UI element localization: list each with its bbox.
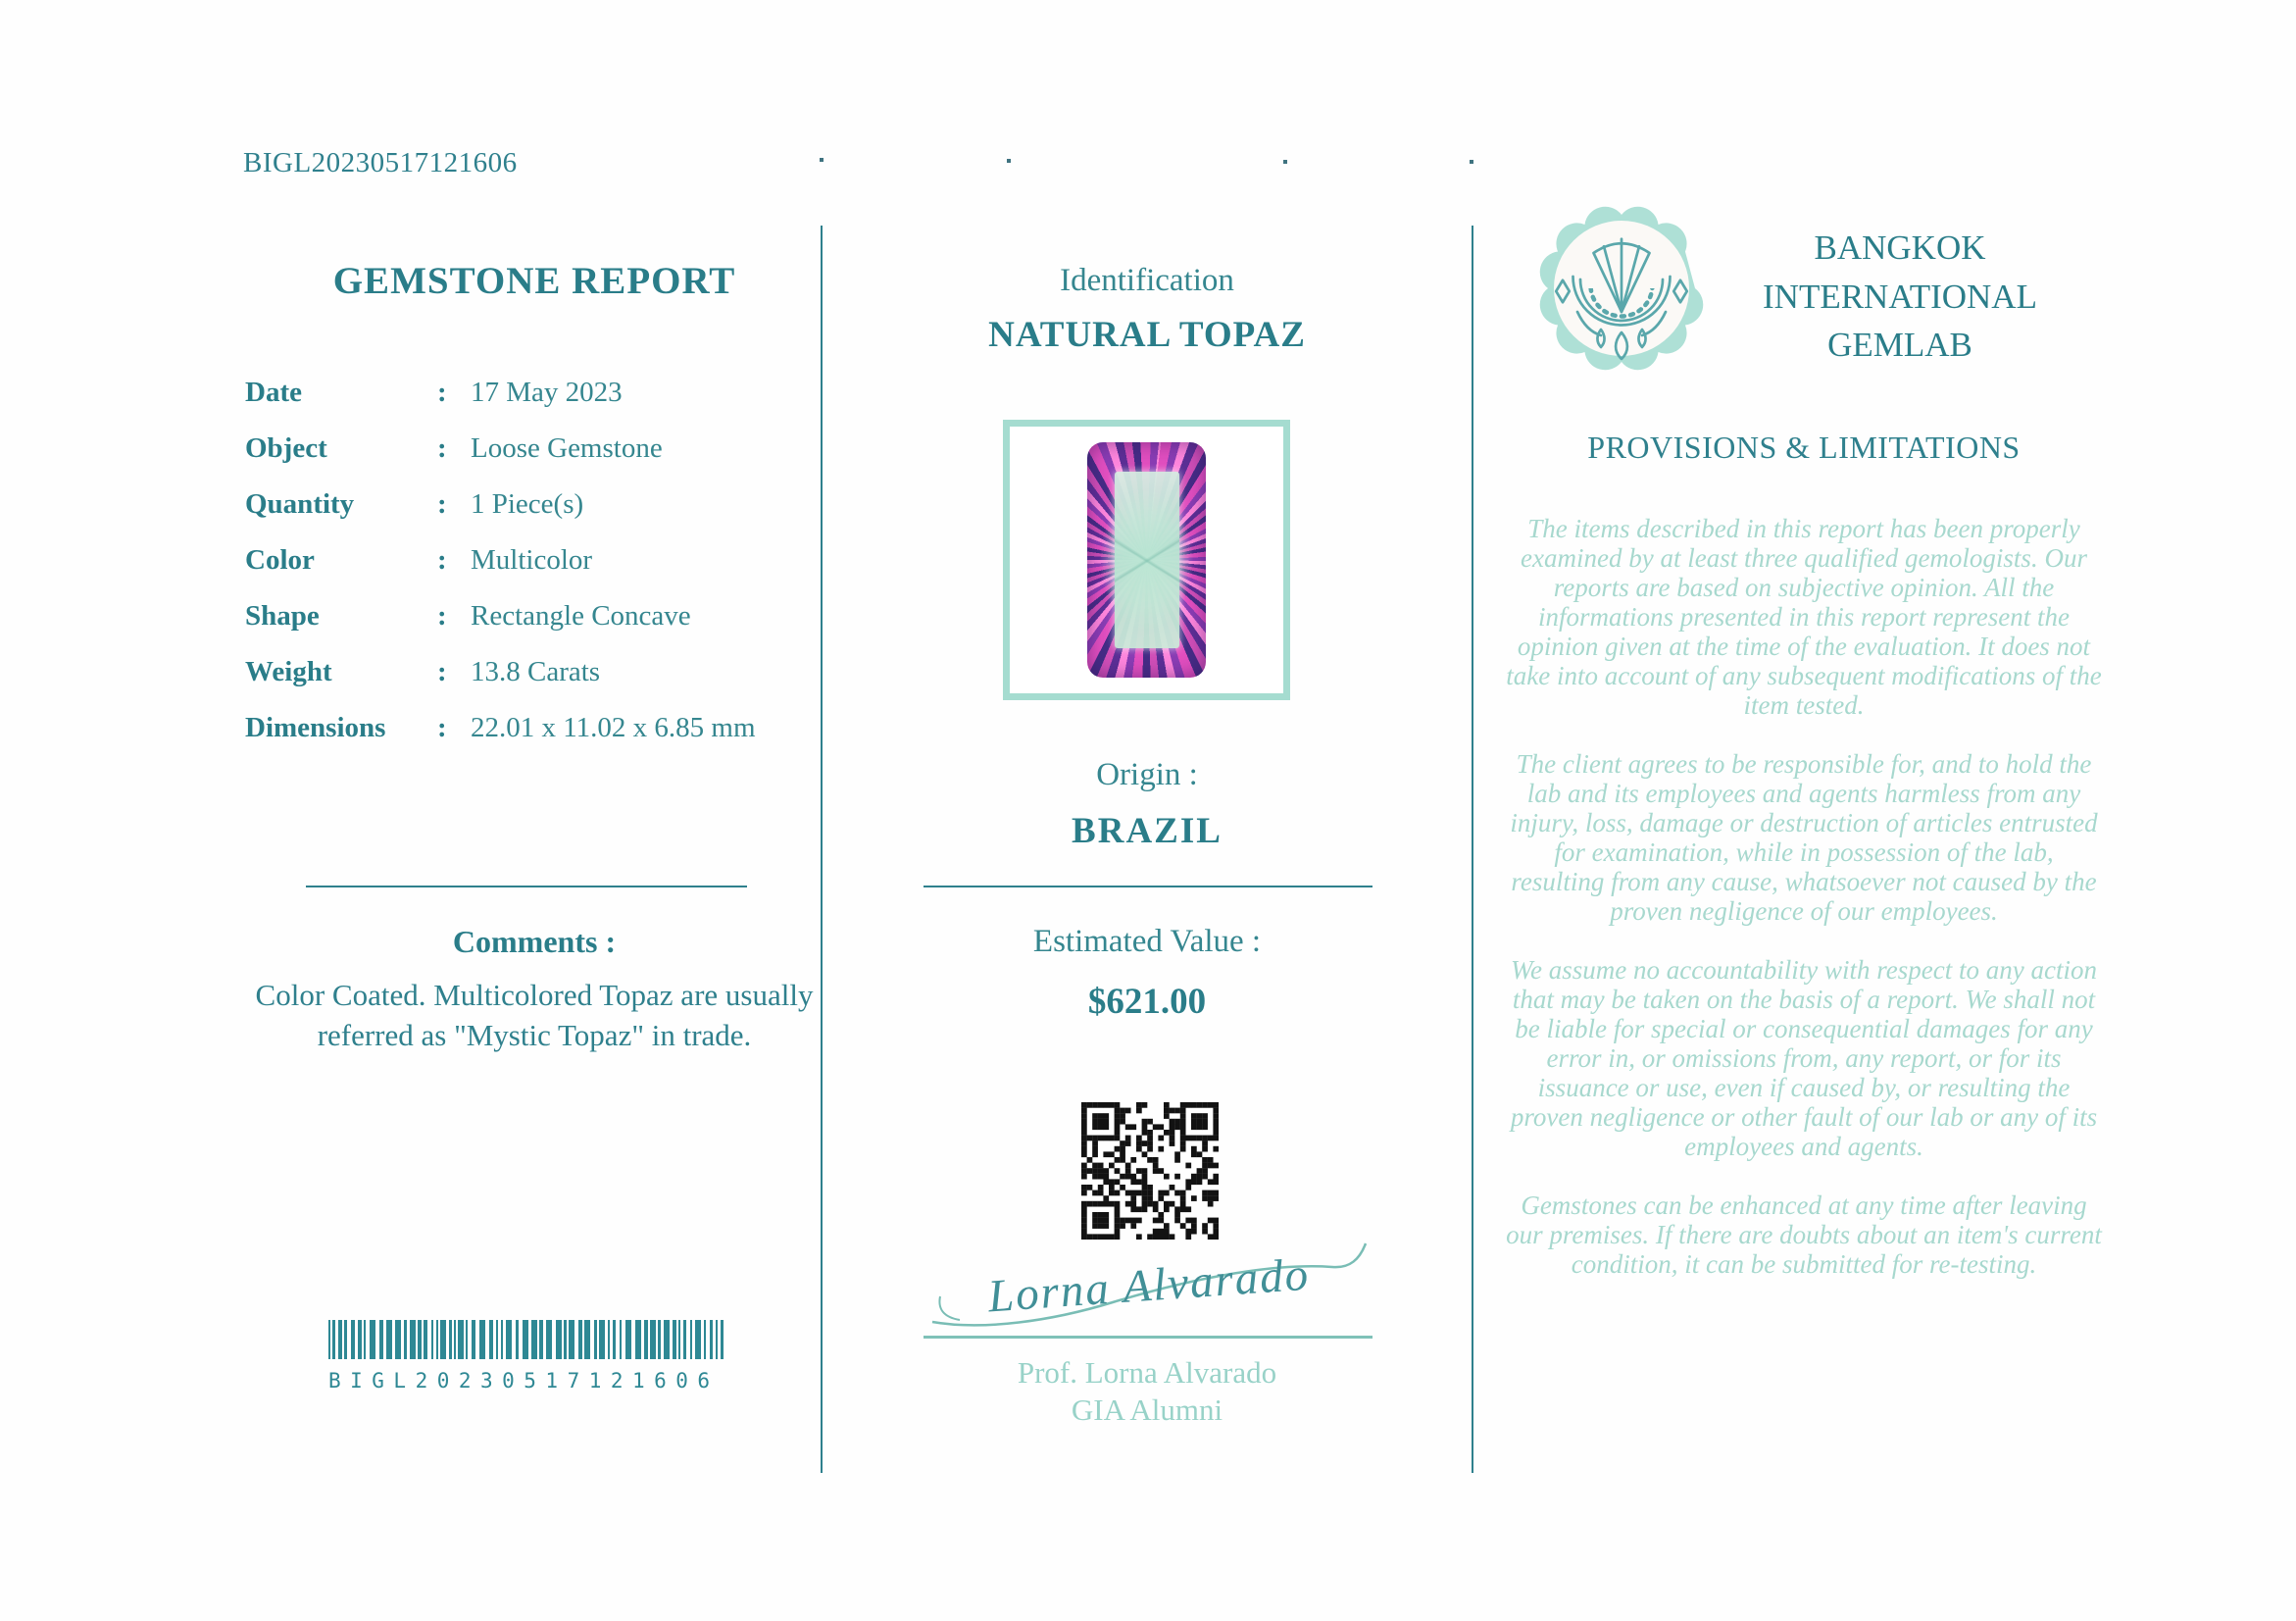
qr-code bbox=[1081, 1102, 1219, 1240]
field-separator: : bbox=[437, 712, 447, 743]
signature-line bbox=[923, 1336, 1373, 1339]
provisions-text bbox=[1506, 514, 2102, 1308]
report-fields bbox=[245, 377, 814, 768]
identification-species: NATURAL TOPAZ bbox=[988, 315, 1306, 355]
field-label: Dimensions bbox=[245, 712, 386, 743]
field-separator: : bbox=[437, 377, 447, 408]
barcode-value: BIGL20230517121606 bbox=[328, 1369, 720, 1393]
field-row-shape bbox=[245, 600, 814, 636]
barcode-bars bbox=[328, 1320, 732, 1361]
provisions-paragraph: We assume no accountability with respect to any action that may be taken on the basis of a report. We shall not be liable for special or consequential damages for any error in, or omissions from, any report, or for its issuance or use, even if caused by, or resulting the proven negligence or other fault of our lab or any of its employees and agents. bbox=[1510, 955, 2098, 1161]
field-row-object bbox=[245, 432, 814, 469]
field-label: Date bbox=[245, 377, 302, 408]
field-label: Color bbox=[245, 544, 315, 576]
registration-dot bbox=[1007, 159, 1011, 163]
column-divider-right bbox=[1472, 226, 1473, 1473]
lab-name: BANGKOK INTERNATIONAL GEMLAB bbox=[1763, 228, 2037, 365]
field-value: 13.8 Carats bbox=[471, 656, 601, 687]
report-number: BIGL20230517121606 bbox=[243, 147, 518, 178]
field-separator: : bbox=[437, 432, 447, 464]
field-row-weight bbox=[245, 656, 814, 692]
signatory-name: Prof. Lorna Alvarado bbox=[1017, 1355, 1277, 1390]
registration-dot bbox=[820, 158, 824, 162]
field-separator: : bbox=[437, 544, 447, 576]
identification-heading: Identification bbox=[1060, 263, 1234, 298]
field-separator: : bbox=[437, 600, 447, 632]
field-row-quantity bbox=[245, 488, 814, 525]
field-label: Shape bbox=[245, 600, 320, 632]
estimated-value-label: Estimated Value : bbox=[1032, 924, 1262, 959]
field-label: Weight bbox=[245, 656, 332, 687]
field-value: Rectangle Concave bbox=[471, 600, 691, 632]
gemstone-photo bbox=[1087, 442, 1206, 678]
origin-value: BRAZIL bbox=[1072, 811, 1223, 851]
field-separator: : bbox=[437, 656, 447, 687]
column-divider-left bbox=[821, 226, 823, 1473]
provisions-title: PROVISIONS & LIMITATIONS bbox=[1587, 430, 2021, 465]
comments-divider bbox=[306, 886, 747, 887]
field-value: Multicolor bbox=[471, 544, 593, 576]
signature-name-script: Lorna Alvarado bbox=[986, 1248, 1312, 1323]
field-separator: : bbox=[437, 488, 447, 520]
provisions-paragraph: The client agrees to be responsible for, and to hold the lab and its employees and agents harmless from any injury, loss, damage or destruction of articles entrusted for examination, while in possession of the lab, resulting from any cause, whatsoever not caused by the proven negligence of our employees. bbox=[1510, 749, 2098, 926]
provisions-paragraph: The items described in this report has been properly examined by at least three qualified gemologists. Our reports are based on subjective opinion. All the informations presented in this report represent the opinion given at the time of the evaluation. It does not take into account of any subsequent modifications of the item tested. bbox=[1506, 514, 2102, 720]
field-label: Quantity bbox=[245, 488, 355, 520]
field-value: 17 May 2023 bbox=[471, 377, 623, 408]
field-row-dimensions bbox=[245, 712, 814, 748]
origin-label: Origin : bbox=[1096, 757, 1198, 792]
provisions-paragraph: Gemstones can be enhanced at any time after leaving our premises. If there are doubts about an item's current condition, it can be submitted for re-testing. bbox=[1506, 1190, 2102, 1279]
field-label: Object bbox=[245, 432, 327, 464]
field-row-date bbox=[245, 377, 814, 413]
signature bbox=[926, 1238, 1368, 1336]
field-value: 22.01 x 11.02 x 6.85 mm bbox=[471, 712, 756, 743]
signatory-title: GIA Alumni bbox=[1071, 1393, 1223, 1427]
field-value: 1 Piece(s) bbox=[471, 488, 584, 520]
comments-heading: Comments : bbox=[452, 924, 617, 959]
field-value: Loose Gemstone bbox=[471, 432, 663, 464]
barcode bbox=[328, 1320, 732, 1393]
field-row-color bbox=[245, 544, 814, 581]
signature-flourish-tail bbox=[939, 1296, 960, 1320]
gemstone-table-facet bbox=[1115, 472, 1179, 648]
gemstone-photo-frame bbox=[1003, 420, 1290, 700]
gemlab-logo-badge bbox=[1533, 200, 1710, 377]
value-divider bbox=[923, 886, 1373, 887]
registration-dot bbox=[1470, 160, 1473, 164]
registration-dot bbox=[1283, 160, 1287, 164]
estimated-value: $621.00 bbox=[1087, 982, 1207, 1022]
comments-text: Color Coated. Multicolored Topaz are usually referred as "Mystic Topaz" in trade. bbox=[255, 978, 814, 1052]
report-title: GEMSTONE REPORT bbox=[332, 260, 736, 302]
